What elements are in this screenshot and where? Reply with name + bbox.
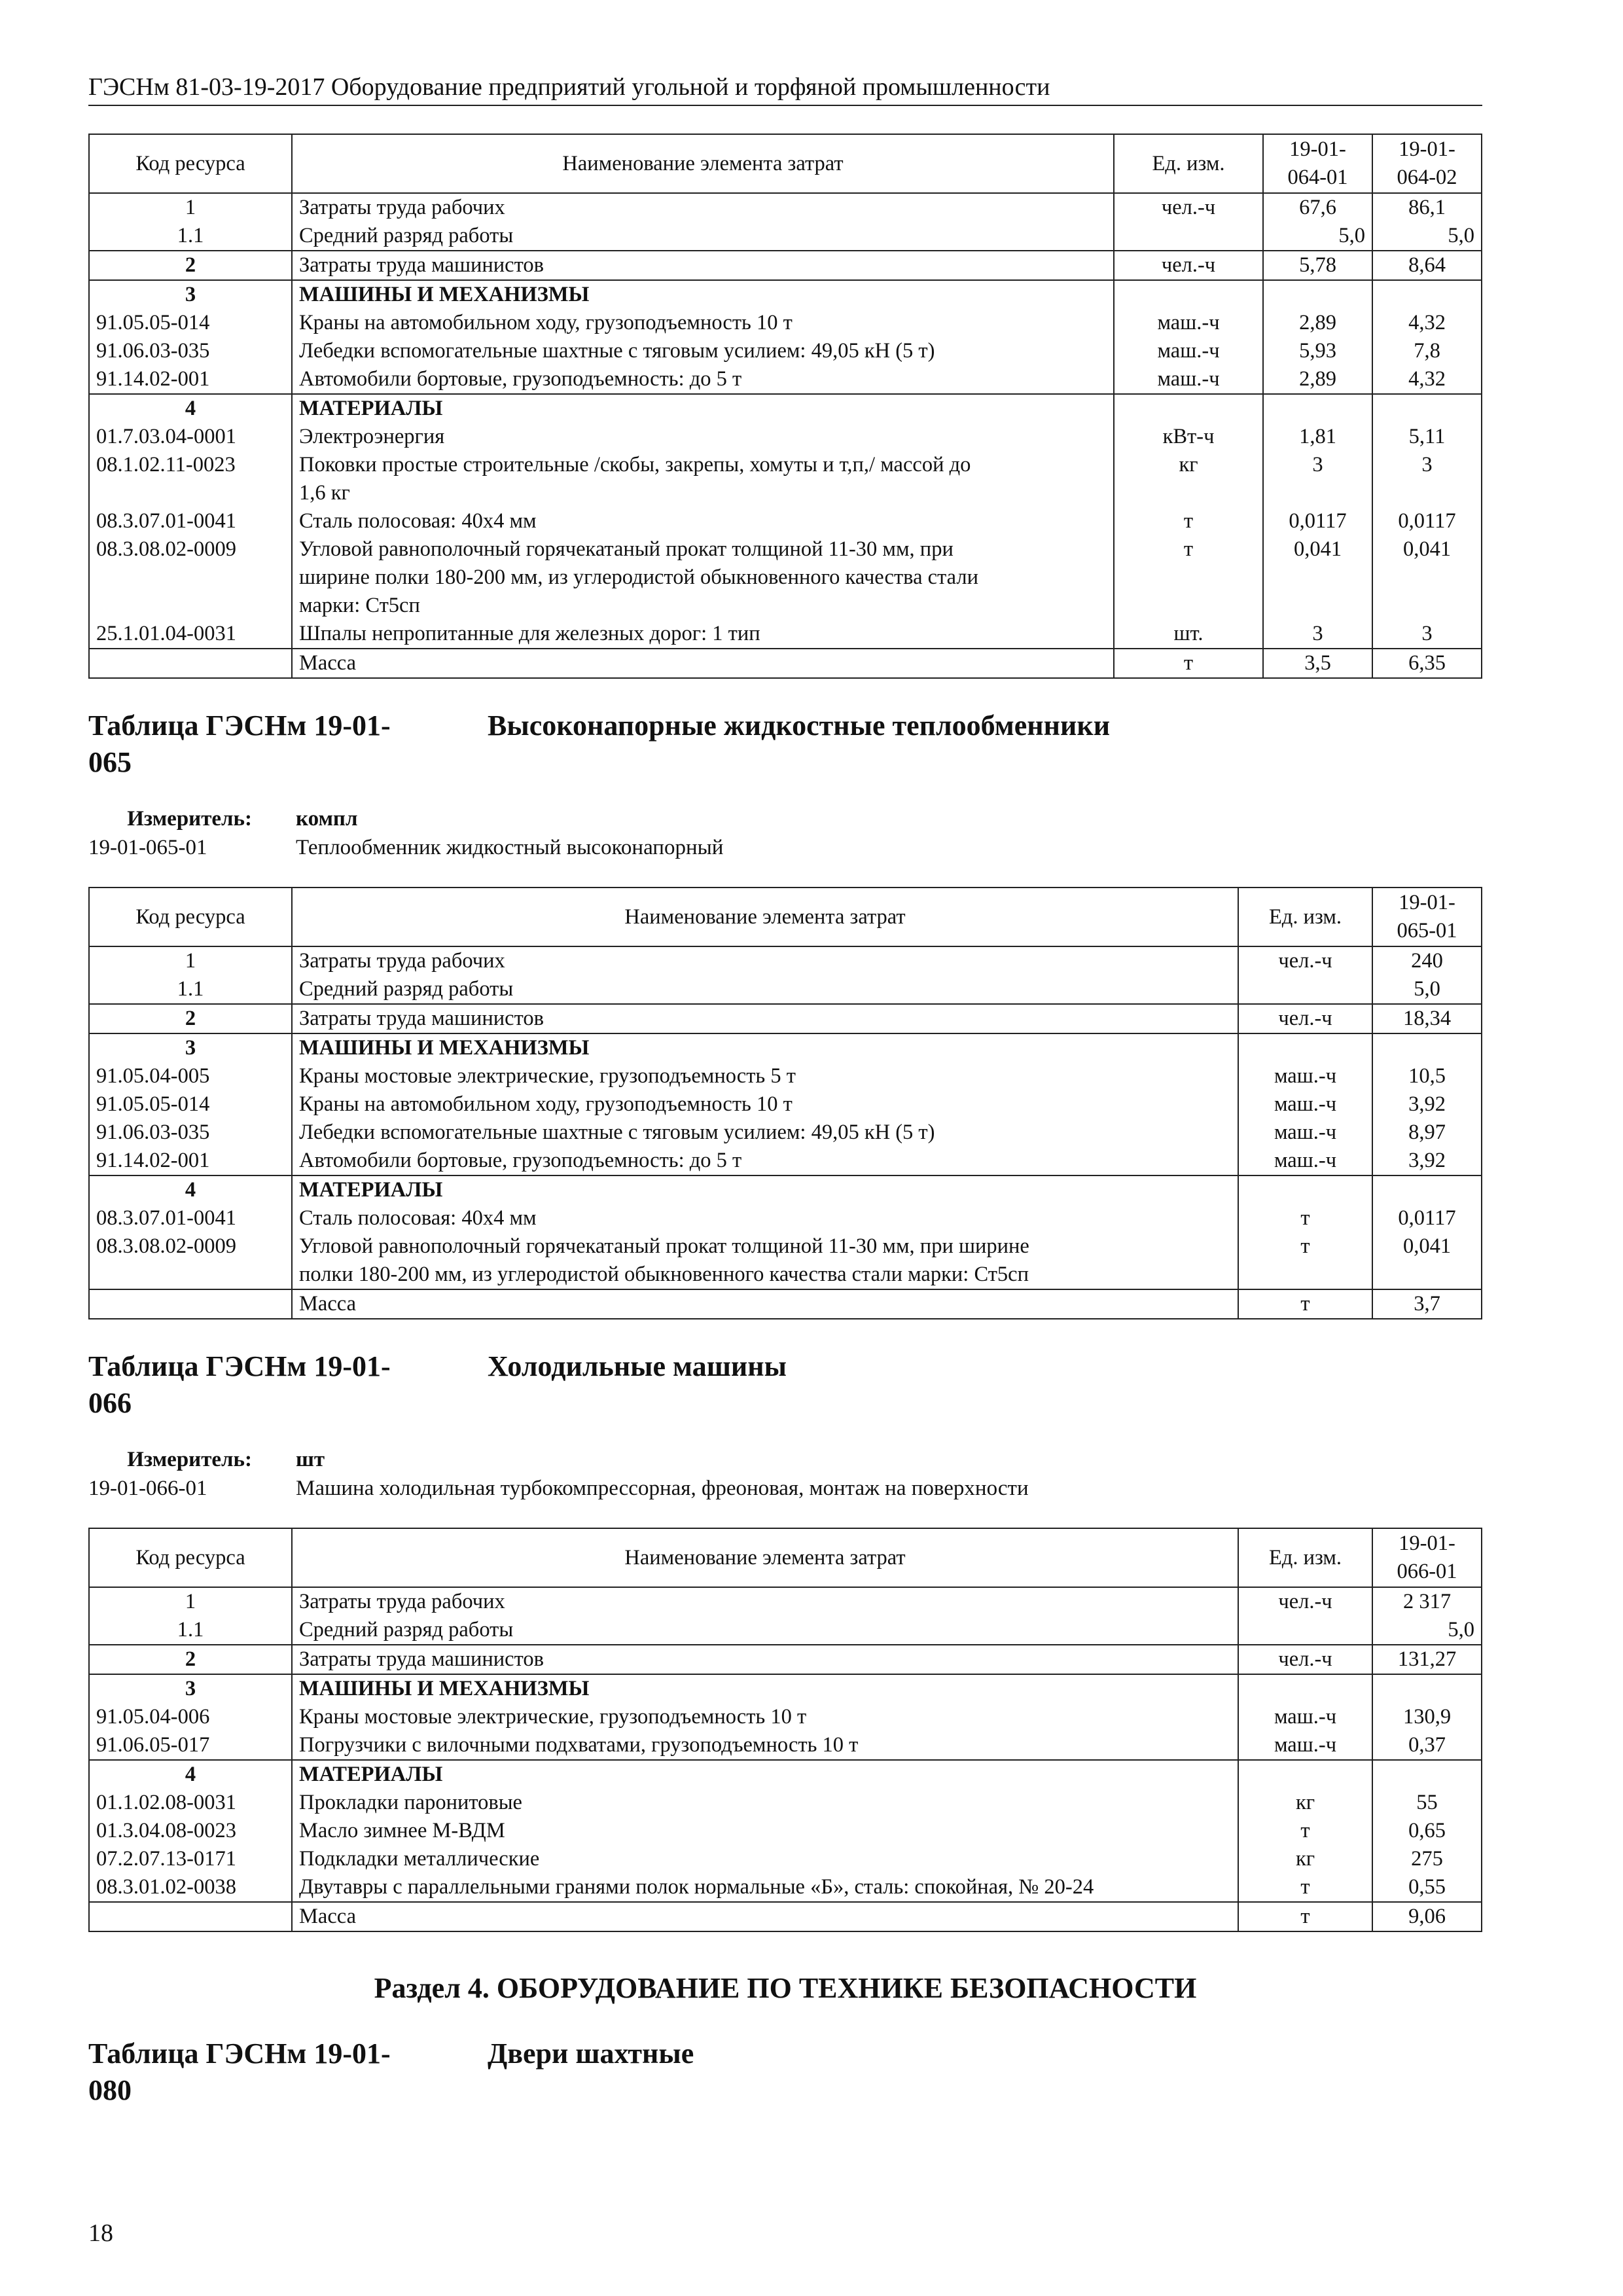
table-row: [89, 1232, 1482, 1289]
row-code: [89, 1289, 292, 1319]
row-code: 91.14.02-001: [89, 1147, 292, 1175]
row-name: Средний разряд работы: [292, 222, 1114, 251]
row-unit: шт.: [1114, 620, 1263, 649]
row-name-line: ширине полки 180-200 мм, из углеродистой обыкновенного качества стали: [299, 565, 978, 589]
table-row: [89, 975, 1482, 1004]
header-col2: [1372, 134, 1482, 193]
row-unit: маш.-ч: [1238, 1731, 1372, 1760]
table-row: [89, 620, 1482, 649]
row-value-1: 275: [1372, 1845, 1482, 1873]
item-name: Теплообменник жидкостный высоконапорный: [296, 836, 724, 859]
row-value-2: 6,35: [1372, 649, 1482, 678]
row-unit: т: [1238, 1204, 1372, 1232]
row-value-1: [1372, 1674, 1482, 1703]
row-unit: чел.-ч: [1238, 1645, 1372, 1674]
table-row: [89, 1873, 1482, 1902]
table-row: [89, 1204, 1482, 1232]
row-unit: чел.-ч: [1114, 251, 1263, 280]
table-row: [89, 309, 1482, 337]
row-value-1: 5,0: [1263, 222, 1372, 251]
row-value-1: 5,0: [1372, 975, 1482, 1004]
row-code: 08.3.07.01-0041: [89, 507, 292, 535]
row-name: Краны на автомобильном ходу, грузоподъемность 10 т: [292, 1090, 1238, 1119]
row-code: 3: [89, 1033, 292, 1062]
header-unit: Ед. изм.: [1114, 134, 1263, 193]
table-row: [89, 1760, 1482, 1789]
row-code: 1.1: [89, 222, 292, 251]
row-unit: т: [1238, 1289, 1372, 1319]
row-code: 1.1: [89, 975, 292, 1004]
row-name-line: марки: Ст5сп: [299, 594, 420, 617]
row-name: Прокладки паронитовые: [292, 1789, 1238, 1817]
row-name: Средний разряд работы: [292, 1616, 1238, 1645]
header-code: Код ресурса: [89, 134, 292, 193]
row-value-2: 0,0117: [1372, 507, 1482, 535]
table-row: [89, 1789, 1482, 1817]
table-row: [89, 1175, 1482, 1204]
table-row: [89, 222, 1482, 251]
row-value-2: 0,041: [1372, 535, 1482, 620]
table-row: [89, 1817, 1482, 1845]
row-name: Масса: [292, 1289, 1238, 1319]
header-col1-l1: 19-01-: [1399, 891, 1455, 914]
row-name-line: Угловой равнополочный горячекатаный прокат толщиной 11-30 мм, при: [299, 537, 954, 561]
header-col1-l2: 066-01: [1397, 1560, 1457, 1583]
table-row: [89, 365, 1482, 394]
row-unit: [1238, 1674, 1372, 1703]
table-row: [89, 423, 1482, 451]
item-code: 19-01-066-01: [88, 1477, 207, 1500]
row-unit: чел.-ч: [1238, 946, 1372, 975]
row-unit: чел.-ч: [1238, 1004, 1372, 1033]
row-name: Электроэнергия: [292, 423, 1114, 451]
row-value-1: 0,0117: [1263, 507, 1372, 535]
row-unit: маш.-ч: [1238, 1119, 1372, 1147]
row-unit: маш.-ч: [1238, 1090, 1372, 1119]
table-row: [89, 1587, 1482, 1616]
row-code: 25.1.01.04-0031: [89, 620, 292, 649]
row-value-2: [1372, 394, 1482, 423]
table-row-mass: [89, 649, 1482, 678]
row-code: 91.05.05-014: [89, 1090, 292, 1119]
row-name: Затраты труда рабочих: [292, 946, 1238, 975]
row-code: 91.14.02-001: [89, 365, 292, 394]
table-header-row: [89, 1528, 1482, 1587]
table-row-mass: [89, 1902, 1482, 1931]
row-name: Двутавры с параллельными гранями полок нормальные «Б», сталь: спокойная, № 20-24: [292, 1873, 1238, 1902]
row-value-2: 5,0: [1372, 222, 1482, 251]
table-title-number-l1: Таблица ГЭСНм 19-01-: [88, 1350, 391, 1382]
header-unit: Ед. изм.: [1238, 1528, 1372, 1587]
table-row: [89, 946, 1482, 975]
row-value-2: 3: [1372, 451, 1482, 507]
table-title: [88, 708, 1482, 781]
row-code: 1: [89, 1587, 292, 1616]
row-name: Подкладки металлические: [292, 1845, 1238, 1873]
row-name-line: Угловой равнополочный горячекатаный прокат толщиной 11-30 мм, при ширине: [299, 1234, 1029, 1258]
table-title-number-l1: Таблица ГЭСНм 19-01-: [88, 709, 391, 742]
row-name: Затраты труда машинистов: [292, 1004, 1238, 1033]
table-title-text: Двери шахтные: [488, 2037, 694, 2070]
header-col2-l2: 064-02: [1397, 166, 1457, 189]
row-name: [292, 451, 1114, 507]
table-row: [89, 1119, 1482, 1147]
row-value-1: [1372, 1033, 1482, 1062]
header-code: Код ресурса: [89, 888, 292, 946]
row-value-1: 0,65: [1372, 1817, 1482, 1845]
row-unit: [1238, 1033, 1372, 1062]
row-name: Сталь полосовая: 40х4 мм: [292, 1204, 1238, 1232]
row-code: [89, 1902, 292, 1931]
row-value-1: 2,89: [1263, 365, 1372, 394]
row-unit: маш.-ч: [1114, 365, 1263, 394]
row-value-1: 55: [1372, 1789, 1482, 1817]
row-unit: [1238, 975, 1372, 1004]
row-value-2: 7,8: [1372, 337, 1482, 365]
table-row: [89, 507, 1482, 535]
row-code: 1: [89, 946, 292, 975]
row-name: Краны мостовые электрические, грузоподъемность 10 т: [292, 1703, 1238, 1731]
row-name: Масса: [292, 649, 1114, 678]
table-row: [89, 1616, 1482, 1645]
row-value-1: 2,89: [1263, 309, 1372, 337]
row-code: 08.1.02.11-0023: [89, 451, 292, 507]
table-row: [89, 1645, 1482, 1674]
table-row: [89, 1147, 1482, 1175]
row-value-1: 3,5: [1263, 649, 1372, 678]
row-code: 08.3.07.01-0041: [89, 1204, 292, 1232]
row-value-1: 1,81: [1263, 423, 1372, 451]
row-name-line: полки 180-200 мм, из углеродистой обыкновенного качества стали марки: Ст5сп: [299, 1263, 1029, 1286]
row-code: 91.06.05-017: [89, 1731, 292, 1760]
row-code: 91.06.03-035: [89, 337, 292, 365]
row-value-2: 8,64: [1372, 251, 1482, 280]
row-value-1: 0,55: [1372, 1873, 1482, 1902]
table-title-text: Высоконапорные жидкостные теплообменники: [488, 709, 1111, 742]
meter-value: компл: [296, 807, 358, 831]
row-name: Масло зимнее М-ВДМ: [292, 1817, 1238, 1845]
row-value-1: 0,37: [1372, 1731, 1482, 1760]
row-name: Затраты труда рабочих: [292, 1587, 1238, 1616]
row-code: 1.1: [89, 1616, 292, 1645]
table-header-row: [89, 134, 1482, 193]
row-code: 4: [89, 1175, 292, 1204]
row-name: [292, 1232, 1238, 1289]
row-value-1: 3: [1263, 451, 1372, 507]
row-name: Сталь полосовая: 40х4 мм: [292, 507, 1114, 535]
row-value-1: 0,041: [1263, 535, 1372, 620]
row-unit: т: [1114, 649, 1263, 678]
table-title-number-l2: 066: [88, 1387, 132, 1419]
row-code: 4: [89, 1760, 292, 1789]
row-value-2: [1372, 280, 1482, 309]
row-code: 3: [89, 280, 292, 309]
section-title: Раздел 4. ОБОРУДОВАНИЕ ПО ТЕХНИКЕ БЕЗОПАСНОСТИ: [374, 1972, 1197, 2004]
item-name: Машина холодильная турбокомпрессорная, фреоновая, монтаж на поверхности: [296, 1477, 1029, 1500]
row-name: Краны мостовые электрические, грузоподъемность 5 т: [292, 1062, 1238, 1090]
row-name: Автомобили бортовые, грузоподъемность: до 5 т: [292, 365, 1114, 394]
row-value-1: 240: [1372, 946, 1482, 975]
row-unit: маш.-ч: [1238, 1703, 1372, 1731]
row-value-1: 131,27: [1372, 1645, 1482, 1674]
running-header: ГЭСНм 81-03-19-2017 Оборудование предприятий угольной и торфяной промышленности: [88, 72, 1482, 106]
row-code: 91.05.05-014: [89, 309, 292, 337]
row-value-1: 5,78: [1263, 251, 1372, 280]
row-unit: [1114, 222, 1263, 251]
row-value-1: 130,9: [1372, 1703, 1482, 1731]
row-name: Лебедки вспомогательные шахтные с тяговым усилием: 49,05 кН (5 т): [292, 1119, 1238, 1147]
row-value-2: 86,1: [1372, 193, 1482, 222]
row-name: Затраты труда рабочих: [292, 193, 1114, 222]
row-value-1: [1372, 1760, 1482, 1789]
row-unit: кг: [1238, 1845, 1372, 1873]
row-value-1: 3: [1263, 620, 1372, 649]
row-unit: кг: [1238, 1789, 1372, 1817]
row-code: 3: [89, 1674, 292, 1703]
meter-label: Измеритель:: [127, 807, 252, 831]
row-code: [89, 649, 292, 678]
table-title: [88, 2036, 1482, 2109]
header-col1: [1263, 134, 1372, 193]
row-value-1: 5,93: [1263, 337, 1372, 365]
row-name: [292, 535, 1114, 620]
table-row: [89, 451, 1482, 507]
meter-block: [88, 1445, 1482, 1503]
table-title-text: Холодильные машины: [488, 1350, 787, 1382]
row-name: Краны на автомобильном ходу, грузоподъемность 10 т: [292, 309, 1114, 337]
header-col2-l1: 19-01-: [1399, 137, 1455, 161]
table-row: [89, 280, 1482, 309]
table-row: [89, 1703, 1482, 1731]
row-code: 91.05.04-005: [89, 1062, 292, 1090]
norm-table-066: [88, 1528, 1482, 1932]
table-row: [89, 1090, 1482, 1119]
row-value-1: 9,06: [1372, 1902, 1482, 1931]
table-row: [89, 535, 1482, 620]
row-unit: т: [1238, 1232, 1372, 1289]
header-col1-l1: 19-01-: [1289, 137, 1346, 161]
page-number: 18: [88, 2219, 113, 2247]
row-value-2: 3: [1372, 620, 1482, 649]
row-unit: кг: [1114, 451, 1263, 507]
row-value-2: 4,32: [1372, 365, 1482, 394]
row-name: Погрузчики с вилочными подхватами, грузоподъемность 10 т: [292, 1731, 1238, 1760]
table-title-number-l2: 065: [88, 746, 132, 778]
row-value-1: 8,97: [1372, 1119, 1482, 1147]
row-code: 2: [89, 1645, 292, 1674]
row-code: 01.1.02.08-0031: [89, 1789, 292, 1817]
header-name: Наименование элемента затрат: [292, 134, 1114, 193]
table-title-number-l2: 080: [88, 2074, 132, 2106]
table-row: [89, 1674, 1482, 1703]
meter-label: Измеритель:: [127, 1448, 252, 1471]
row-unit: [1238, 1616, 1372, 1645]
row-unit: т: [1114, 535, 1263, 620]
row-unit: чел.-ч: [1238, 1587, 1372, 1616]
header-code: Код ресурса: [89, 1528, 292, 1587]
row-value-1: 10,5: [1372, 1062, 1482, 1090]
meter-block: [88, 804, 1482, 862]
group-heading: МАТЕРИАЛЫ: [292, 1175, 1238, 1204]
header-name: Наименование элемента затрат: [292, 888, 1238, 946]
row-value-1: 3,92: [1372, 1090, 1482, 1119]
group-heading: МАТЕРИАЛЫ: [292, 1760, 1238, 1789]
row-code: 2: [89, 251, 292, 280]
table-row: [89, 1845, 1482, 1873]
table-row-mass: [89, 1289, 1482, 1319]
row-unit: т: [1114, 507, 1263, 535]
table-title-number-l1: Таблица ГЭСНм 19-01-: [88, 2037, 391, 2070]
row-value-1: 67,6: [1263, 193, 1372, 222]
header-col1-l1: 19-01-: [1399, 1532, 1455, 1555]
row-name: Автомобили бортовые, грузоподъемность: до 5 т: [292, 1147, 1238, 1175]
row-value-1: [1372, 1175, 1482, 1204]
row-unit: маш.-ч: [1238, 1062, 1372, 1090]
row-value-1: 0,041: [1372, 1232, 1482, 1289]
header-name: Наименование элемента затрат: [292, 1528, 1238, 1587]
header-col1-l2: 064-01: [1287, 166, 1348, 189]
table-row: [89, 1731, 1482, 1760]
table-header-row: [89, 888, 1482, 946]
row-value-2: 4,32: [1372, 309, 1482, 337]
row-unit: [1114, 394, 1263, 423]
row-value-1: 3,7: [1372, 1289, 1482, 1319]
header-col1: [1372, 1528, 1482, 1587]
row-unit: маш.-ч: [1114, 309, 1263, 337]
row-name-line: Поковки простые строительные /скобы, закрепы, хомуты и т,п,/ массой до: [299, 453, 971, 476]
row-code: 01.3.04.08-0023: [89, 1817, 292, 1845]
row-code: 1: [89, 193, 292, 222]
row-name: Масса: [292, 1902, 1238, 1931]
document-page: [88, 72, 1482, 2109]
norm-table-064: [88, 134, 1482, 679]
table-row: [89, 394, 1482, 423]
row-unit: [1238, 1175, 1372, 1204]
row-name: Средний разряд работы: [292, 975, 1238, 1004]
row-name-line: 1,6 кг: [299, 481, 350, 505]
group-heading: МАШИНЫ И МЕХАНИЗМЫ: [292, 1033, 1238, 1062]
row-unit: маш.-ч: [1238, 1147, 1372, 1175]
norm-table-065: [88, 887, 1482, 1319]
row-code: 91.05.04-006: [89, 1703, 292, 1731]
row-unit: чел.-ч: [1114, 193, 1263, 222]
row-code: 01.7.03.04-0001: [89, 423, 292, 451]
row-unit: т: [1238, 1873, 1372, 1902]
table-title: [88, 1348, 1482, 1422]
table-row: [89, 1033, 1482, 1062]
row-code: 08.3.08.02-0009: [89, 535, 292, 620]
row-name: Лебедки вспомогательные шахтные с тяговым усилием: 49,05 кН (5 т): [292, 337, 1114, 365]
row-unit: т: [1238, 1902, 1372, 1931]
row-code: 08.3.01.02-0038: [89, 1873, 292, 1902]
row-unit: [1114, 280, 1263, 309]
row-code: 91.06.03-035: [89, 1119, 292, 1147]
table-row: [89, 251, 1482, 280]
header-col1-l2: 065-01: [1397, 919, 1457, 942]
row-unit: кВт-ч: [1114, 423, 1263, 451]
group-heading: МАТЕРИАЛЫ: [292, 394, 1114, 423]
row-code: 07.2.07.13-0171: [89, 1845, 292, 1873]
meter-value: шт: [296, 1448, 325, 1471]
header-unit: Ед. изм.: [1238, 888, 1372, 946]
table-title-number: [88, 2036, 488, 2109]
row-value-2: 5,11: [1372, 423, 1482, 451]
table-title-number: [88, 708, 488, 781]
header-col1: [1372, 888, 1482, 946]
row-value-1: [1263, 394, 1372, 423]
row-value-1: 5,0: [1372, 1616, 1482, 1645]
row-code: 08.3.08.02-0009: [89, 1232, 292, 1289]
group-heading: МАШИНЫ И МЕХАНИЗМЫ: [292, 280, 1114, 309]
row-unit: т: [1238, 1817, 1372, 1845]
group-heading: МАШИНЫ И МЕХАНИЗМЫ: [292, 1674, 1238, 1703]
table-title-number: [88, 1348, 488, 1422]
item-code: 19-01-065-01: [88, 836, 207, 859]
row-unit: маш.-ч: [1114, 337, 1263, 365]
table-row: [89, 193, 1482, 222]
table-row: [89, 1062, 1482, 1090]
row-value-1: 0,0117: [1372, 1204, 1482, 1232]
row-name: Шпалы непропитанные для железных дорог: 1 тип: [292, 620, 1114, 649]
row-code: 4: [89, 394, 292, 423]
row-unit: [1238, 1760, 1372, 1789]
table-row: [89, 337, 1482, 365]
row-code: 2: [89, 1004, 292, 1033]
row-value-1: 18,34: [1372, 1004, 1482, 1033]
row-name: Затраты труда машинистов: [292, 251, 1114, 280]
row-value-1: 2 317: [1372, 1587, 1482, 1616]
table-row: [89, 1004, 1482, 1033]
row-value-1: [1263, 280, 1372, 309]
row-name: Затраты труда машинистов: [292, 1645, 1238, 1674]
row-value-1: 3,92: [1372, 1147, 1482, 1175]
